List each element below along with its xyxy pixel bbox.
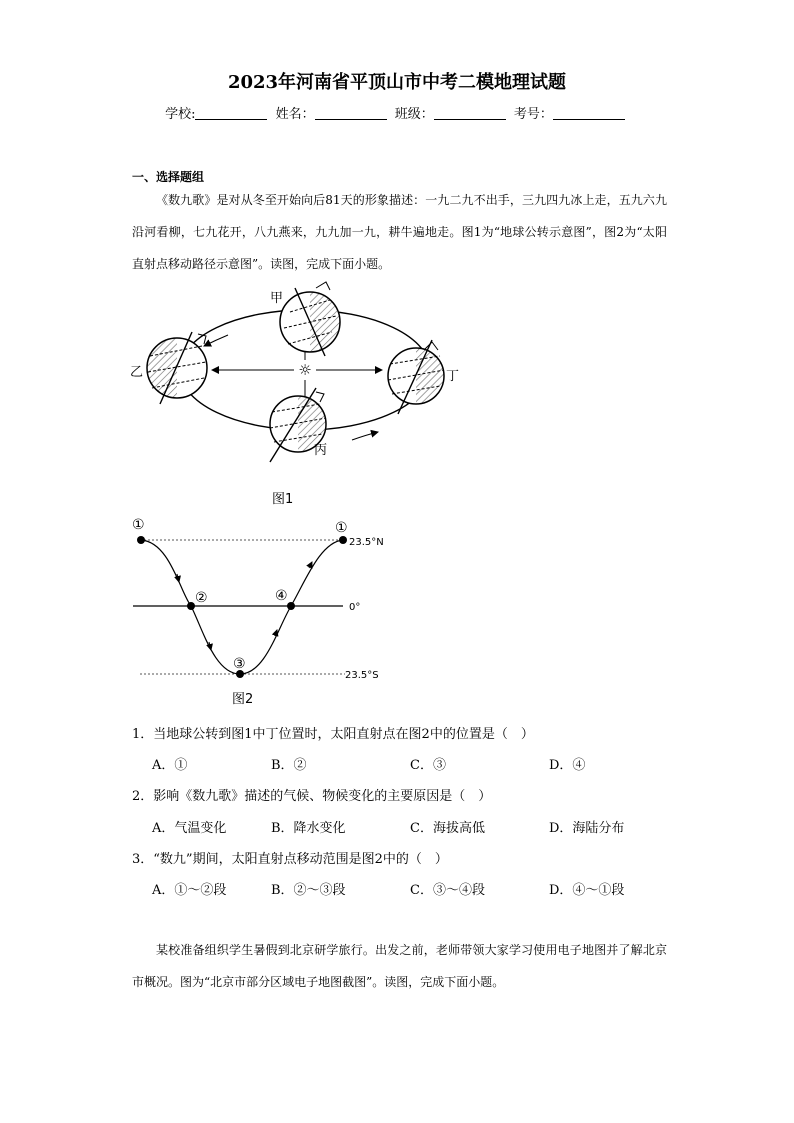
q1-option-b[interactable]: B．② (271, 758, 307, 773)
q3-option-c[interactable]: C．③～④段 (410, 883, 485, 898)
earth-jia (280, 282, 340, 356)
sun-icon: ☼ (298, 361, 312, 379)
q2-option-c[interactable]: C．海拔高低 (410, 821, 485, 836)
label-jia: 甲 (270, 291, 284, 306)
name-blank[interactable] (315, 107, 387, 120)
point-1-left: ① (132, 517, 145, 533)
student-info-row (0, 103, 794, 122)
q3-option-d[interactable]: D．④～①段 (549, 883, 625, 898)
figure-1-caption: 图1 (272, 492, 294, 507)
question-3-stem: 3．“数九”期间，太阳直射点移动范围是图2中的（ ） (132, 852, 448, 867)
passage-1-text: 《数九歌》是对从冬至开始向后81天的形象描述：一九二九不出手，三九四九冰上走，五九六九沿河看柳，七九花开，八九燕来，九九加一九，耕牛遍地走。图1为“地球公转示意图”，图2为“太阳直射点移动路径示意图”。读图，完成下面小题。 (132, 193, 667, 271)
label-bing: 丙 (314, 443, 328, 458)
earth-yi (147, 332, 207, 404)
point-3: ③ (233, 656, 246, 672)
passage-2-text: 某校准备组织学生暑假到北京研学旅行。出发之前，老师带领大家学习使用电子地图并了解北京市概况。图为“北京市部分区域电子地图截图”。读图，完成下面小题。 (132, 943, 667, 989)
figure-2-subsolar-path (125, 512, 395, 707)
exam-no-label: 考号： (513, 107, 553, 122)
q1-option-d[interactable]: D．④ (549, 758, 586, 773)
lat-0: 0° (349, 602, 361, 613)
q2-option-b[interactable]: B．降水变化 (271, 821, 346, 836)
lat-23-5-n: 23.5°N (349, 537, 384, 548)
rotation-arrow-icon (316, 282, 330, 290)
name-label: 姓名： (275, 107, 315, 122)
passage-1 (132, 184, 667, 280)
subsolar-curve (141, 540, 343, 674)
q2-option-a[interactable]: A．气温变化 (152, 821, 227, 836)
lat-23-5-s: 23.5°S (345, 670, 379, 681)
figure-2-caption: 图2 (232, 692, 254, 707)
section-heading: 一、选择题组 (132, 170, 205, 184)
school-blank[interactable] (195, 107, 267, 120)
q3-option-a[interactable]: A．①～②段 (152, 883, 227, 898)
point-1-right: ① (335, 520, 348, 536)
school-label: 学校: (165, 107, 196, 122)
q3-option-b[interactable]: B．②～③段 (271, 883, 346, 898)
q1-option-a[interactable]: A．① (152, 758, 188, 773)
class-blank[interactable] (434, 107, 506, 120)
label-yi: 乙 (130, 365, 144, 380)
page-title: 2023年河南省平顶山市中考二模地理试题 (227, 72, 567, 93)
earth-ding (388, 340, 444, 414)
label-ding: 丁 (446, 369, 460, 384)
point-4: ④ (275, 588, 288, 604)
passage-2 (132, 934, 667, 998)
q1-option-c[interactable]: C．③ (410, 758, 446, 773)
question-2-stem: 2．影响《数九歌》描述的气候、物候变化的主要原因是（ ） (132, 789, 492, 804)
question-1-stem: 1．当地球公转到图1中丁位置时，太阳直射点在图2中的位置是（ ） (132, 727, 534, 742)
point-2: ② (195, 590, 208, 606)
exam-no-blank[interactable] (553, 107, 625, 120)
class-label: 班级： (394, 107, 434, 122)
figure-1-revolution-diagram (120, 280, 480, 470)
q2-option-d[interactable]: D．海陆分布 (549, 821, 625, 836)
